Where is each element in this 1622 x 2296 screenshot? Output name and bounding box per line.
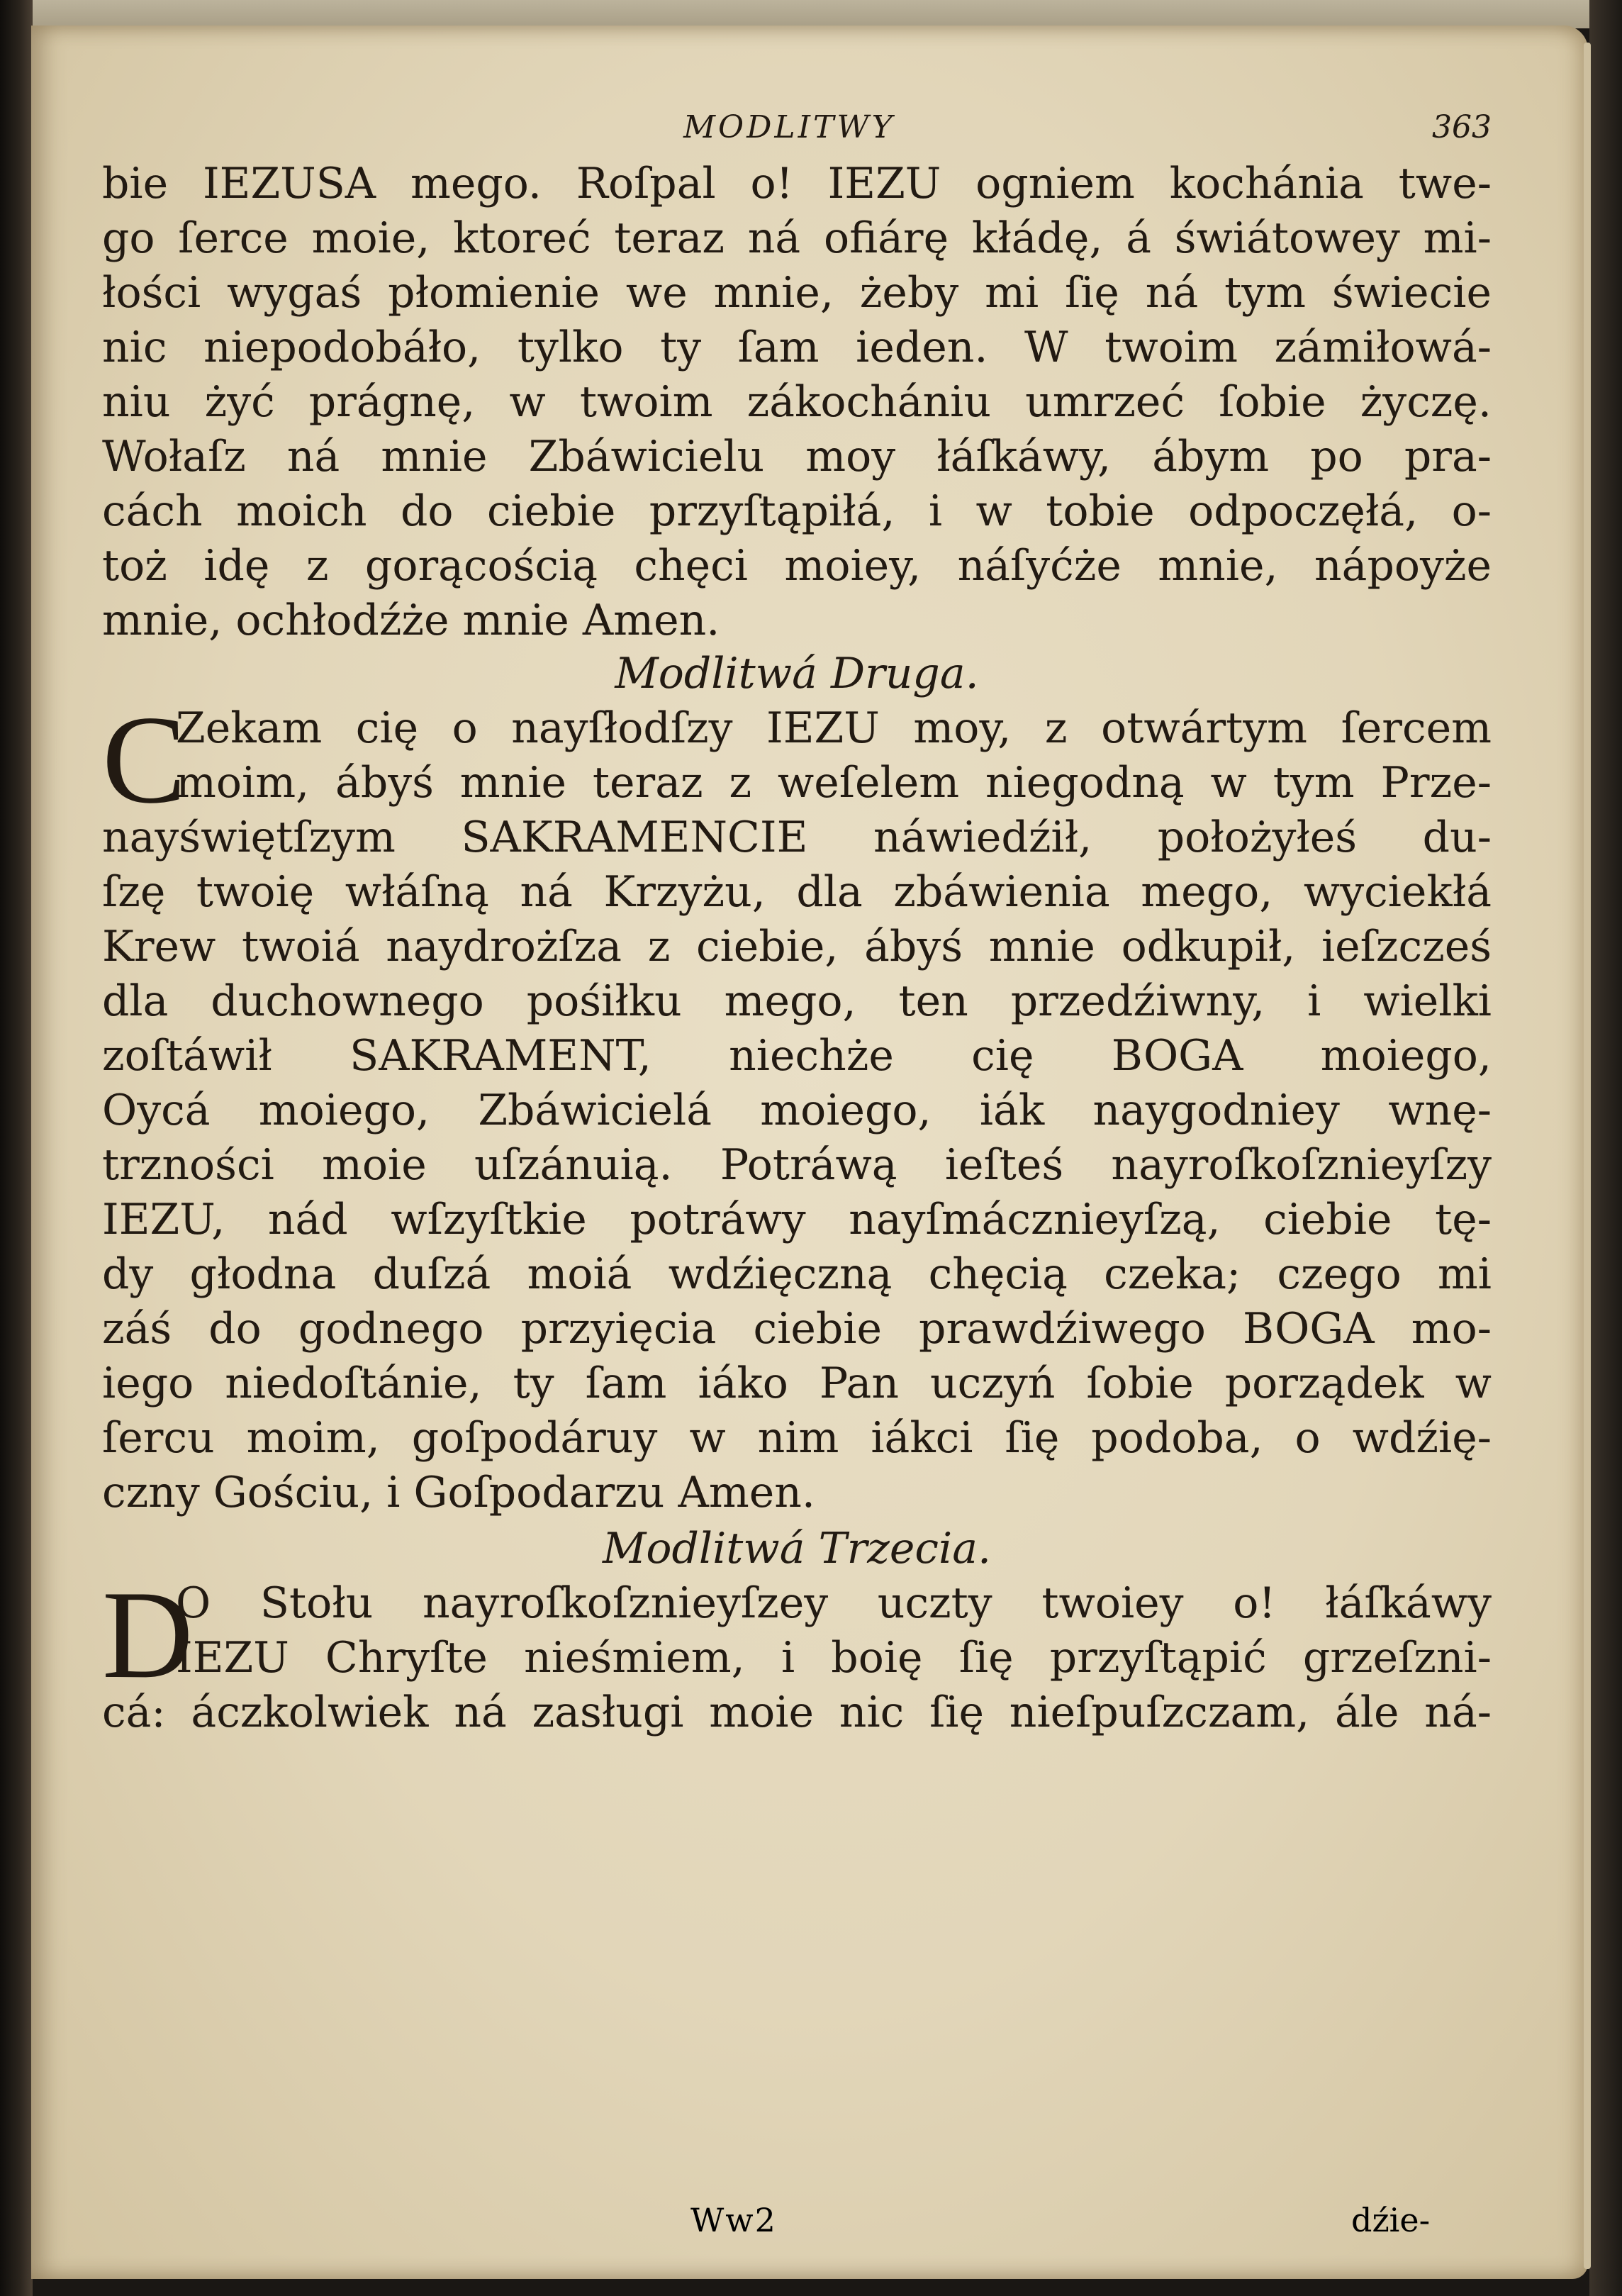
section-heading: Modlitwá Trzecia. xyxy=(602,1524,992,1573)
text-line: nic niepodobáło, tylko ty ſam ieden. W twoim zámiłowá- xyxy=(102,323,1492,372)
drop-cap: D xyxy=(102,1564,194,1705)
page-edge xyxy=(1584,43,1591,2269)
text-line: dla duchownego pośiłku mego, ten przedźiwny, i wielki xyxy=(102,976,1492,1026)
text-line: niu żyć prágnę, w twoim zákochániu umrzeć ſobie życzę. xyxy=(102,377,1492,427)
book-cover-edge xyxy=(1589,0,1622,2296)
text-line: Zekam cię o nayſłodſzy IEZU moy, z otwártym ſercem xyxy=(176,703,1492,753)
text-line: moim, ábyś mnie teraz z weſelem niegodną w tym Prze- xyxy=(176,758,1492,808)
text-line: iego niedoſtánie, ty ſam iáko Pan uczyń ſobie porządek w xyxy=(102,1359,1492,1408)
text-line: ſercu moim, goſpodáruy w nim iákci ſię podoba, o wdźię- xyxy=(102,1413,1492,1463)
text-line: O Stołu nayroſkoſznieyſzey uczty twoiey o! łáſkáwy xyxy=(176,1578,1492,1628)
page-number: 363 xyxy=(1432,109,1492,145)
text-line: mnie, ochłodźże mnie Amen. xyxy=(102,596,720,645)
text-line: cách moich do ciebie przyſtąpiłá, i w tobie odpoczęłá, o- xyxy=(102,486,1492,536)
catchword: dźie- xyxy=(1351,2201,1431,2239)
drop-cap: C xyxy=(102,689,186,830)
page-footer xyxy=(31,2201,1577,2251)
text-line: Krew twoiá naydrożſza z ciebie, ábyś mnie odkupił, ieſzcześ xyxy=(102,922,1492,971)
text-line: nayświętſzym SAKRAMENCIE náwiedźił, położyłeś du- xyxy=(102,813,1492,862)
text-line: łości wygaś płomienie we mnie, żeby mi ſię ná tym świecie xyxy=(102,268,1492,318)
text-line: ſzę twoię włáſną ná Krzyżu, dla zbáwienia mego, wyciekłá xyxy=(102,867,1492,917)
running-head xyxy=(102,109,1492,159)
running-title: MODLITWY xyxy=(683,109,895,145)
text-line: dy głodna duſzá moiá wdźięczną chęcią czeka; czego mi xyxy=(102,1249,1492,1299)
signature-mark: Ww2 xyxy=(690,2201,777,2239)
text-line: Oycá moiego, Zbáwicielá moiego, iák naygodniey wnę- xyxy=(102,1086,1492,1135)
book-page xyxy=(31,26,1588,2279)
text-line: IEZU, nád wſzyſtkie potráwy nayſmácznieyſzą, ciebie tę- xyxy=(102,1195,1492,1244)
text-line: záś do godnego przyięcia ciebie prawdźiwego BOGA mo- xyxy=(102,1304,1492,1354)
book-top-edge xyxy=(0,0,1622,28)
text-line: cá: áczkolwiek ná zasługi moie nic ſię nieſpuſzczam, ále ná- xyxy=(102,1688,1492,1737)
text-line: zoſtáwił SAKRAMENT, niechże cię BOGA moiego, xyxy=(102,1031,1492,1081)
text-line: bie IEZUSA mego. Roſpal o! IEZU ogniem kochánia twe- xyxy=(102,159,1492,208)
text-line: Wołaſz ná mnie Zbáwicielu moy łáſkáwy, ábym po pra- xyxy=(102,432,1492,481)
book-gutter xyxy=(0,0,33,2296)
text-line: czny Gościu, i Goſpodarzu Amen. xyxy=(102,1468,815,1517)
text-line: go ſerce moie, ktoreć teraz ná ofiárę kłádę, á świátowey mi- xyxy=(102,213,1492,263)
text-line: IEZU Chryſte nieśmiem, i boię ſię przyſtąpić grzeſzni- xyxy=(176,1633,1492,1683)
section-heading: Modlitwá Druga. xyxy=(615,649,979,698)
text-line: toż idę z gorącością chęci moiey, náſyćże mnie, nápoyże xyxy=(102,541,1492,591)
text-line: trzności moie uſzánuią. Potráwą ieſteś nayroſkoſznieyſzy xyxy=(102,1140,1492,1190)
